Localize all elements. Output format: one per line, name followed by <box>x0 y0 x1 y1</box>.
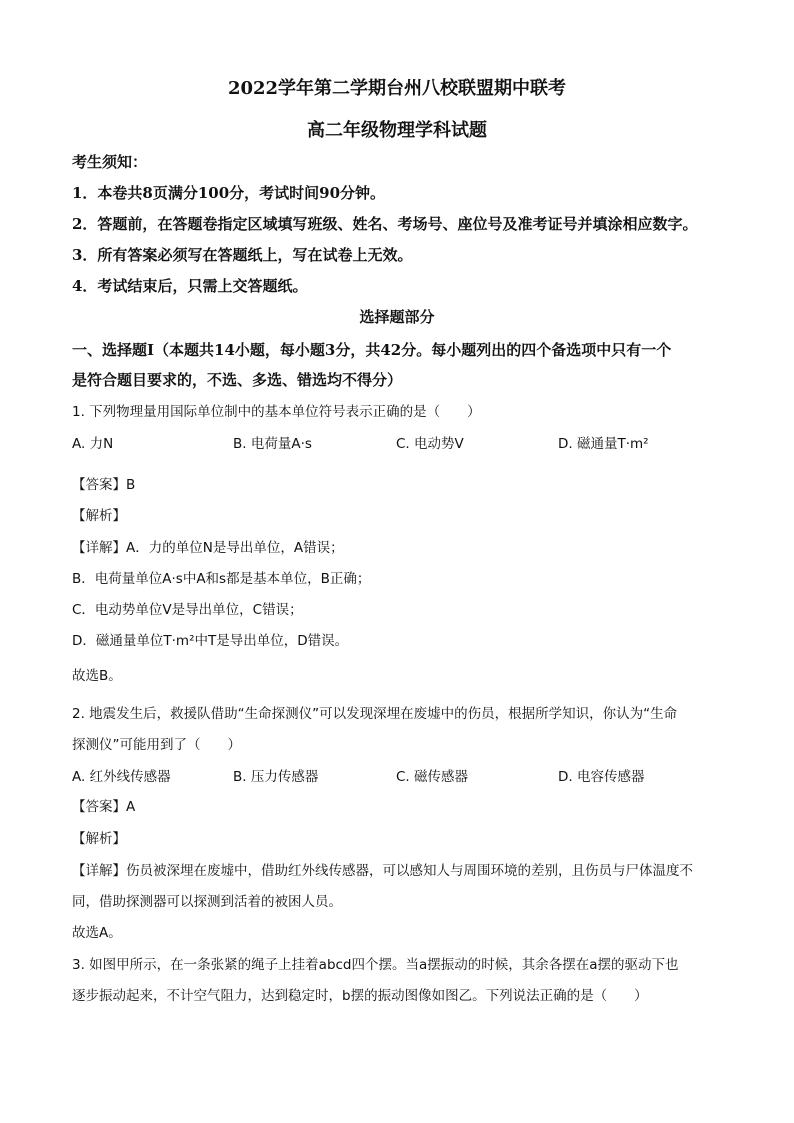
notice-item-4: 4．考试结束后，只需上交答题纸。 <box>72 277 308 295</box>
q1-detail-c: C．电动势单位V是导出单位，C错误； <box>72 602 303 618</box>
notice-item-2: 2．答题前，在答题卷指定区域填写班级、姓名、考场号、座位号及准考证号并填涂相应数字。 <box>72 215 698 233</box>
notice-heading: 考生须知： <box>72 153 148 171</box>
section-intro-line-2: 是符合题目要求的，不选、多选、错选均不得分） <box>72 371 403 389</box>
q2-stem-line-2: 探测仪”可能用到了（ ） <box>72 737 241 753</box>
q1-analysis-label: 【解析】 <box>72 508 126 524</box>
q1-option-a: A. 力N <box>72 436 114 452</box>
q1-detail-b: B．电荷量单位A·s中A和s都是基本单位，B正确； <box>72 571 371 587</box>
q2-option-b: B. 压力传感器 <box>233 769 319 785</box>
q1-detail-d: D．磁通量单位T·m²中T是导出单位，D错误。 <box>72 633 349 649</box>
q1-stem: 1. 下列物理量用国际单位制中的基本单位符号表示正确的是（ ） <box>72 404 481 420</box>
q1-detail-a: 【详解】A．力的单位N是导出单位，A错误； <box>72 540 344 556</box>
exam-title: 2022学年第二学期台州八校联盟期中联考 <box>227 78 567 99</box>
exam-subtitle: 高二年级物理学科试题 <box>307 120 487 141</box>
q3-stem-line-2: 逐步振动起来，不计空气阻力，达到稳定时，b摆的振动图像如图乙。下列说法正确的是（ ） <box>72 988 648 1004</box>
q2-detail-line-2: 同，借助探测器可以探测到活着的被困人员。 <box>72 894 342 910</box>
notice-item-3: 3．所有答案必须写在答题纸上，写在试卷上无效。 <box>72 246 413 264</box>
q2-analysis-label: 【解析】 <box>72 831 126 847</box>
q2-option-c: C. 磁传感器 <box>396 769 469 785</box>
section-title: 选择题部分 <box>359 308 435 326</box>
section-intro-line-1: 一、选择题Ⅰ（本题共14小题，每小题3分，共42分。每小题列出的四个备选项中只有一个 <box>72 341 672 359</box>
notice-item-1: 1．本卷共8页满分100分，考试时间90分钟。 <box>72 184 386 202</box>
q1-option-b: B. 电荷量A·s <box>233 436 312 452</box>
q1-option-c: C. 电动势V <box>396 436 464 452</box>
q1-answer: 【答案】B <box>72 477 136 493</box>
q3-stem-line-1: 3. 如图甲所示，在一条张紧的绳子上挂着abcd四个摆。当a摆振动的时候，其余各摆在a摆的驱动下也 <box>72 957 679 973</box>
q2-option-d: D. 电容传感器 <box>558 769 645 785</box>
q2-option-a: A. 红外线传感器 <box>72 769 171 785</box>
q1-option-d: D. 磁通量T·m² <box>558 436 649 452</box>
q2-detail-line-1: 【详解】伤员被深埋在废墟中，借助红外线传感器，可以感知人与周围环境的差别，且伤员与尸体温度不 <box>72 863 693 879</box>
q2-conclusion: 故选A。 <box>72 925 122 941</box>
q2-answer: 【答案】A <box>72 799 136 815</box>
q2-stem-line-1: 2. 地震发生后，救援队借助“生命探测仪”可以发现深埋在废墟中的伤员，根据所学知识，你认为“生命 <box>72 706 678 722</box>
q1-conclusion: 故选B。 <box>72 668 122 684</box>
